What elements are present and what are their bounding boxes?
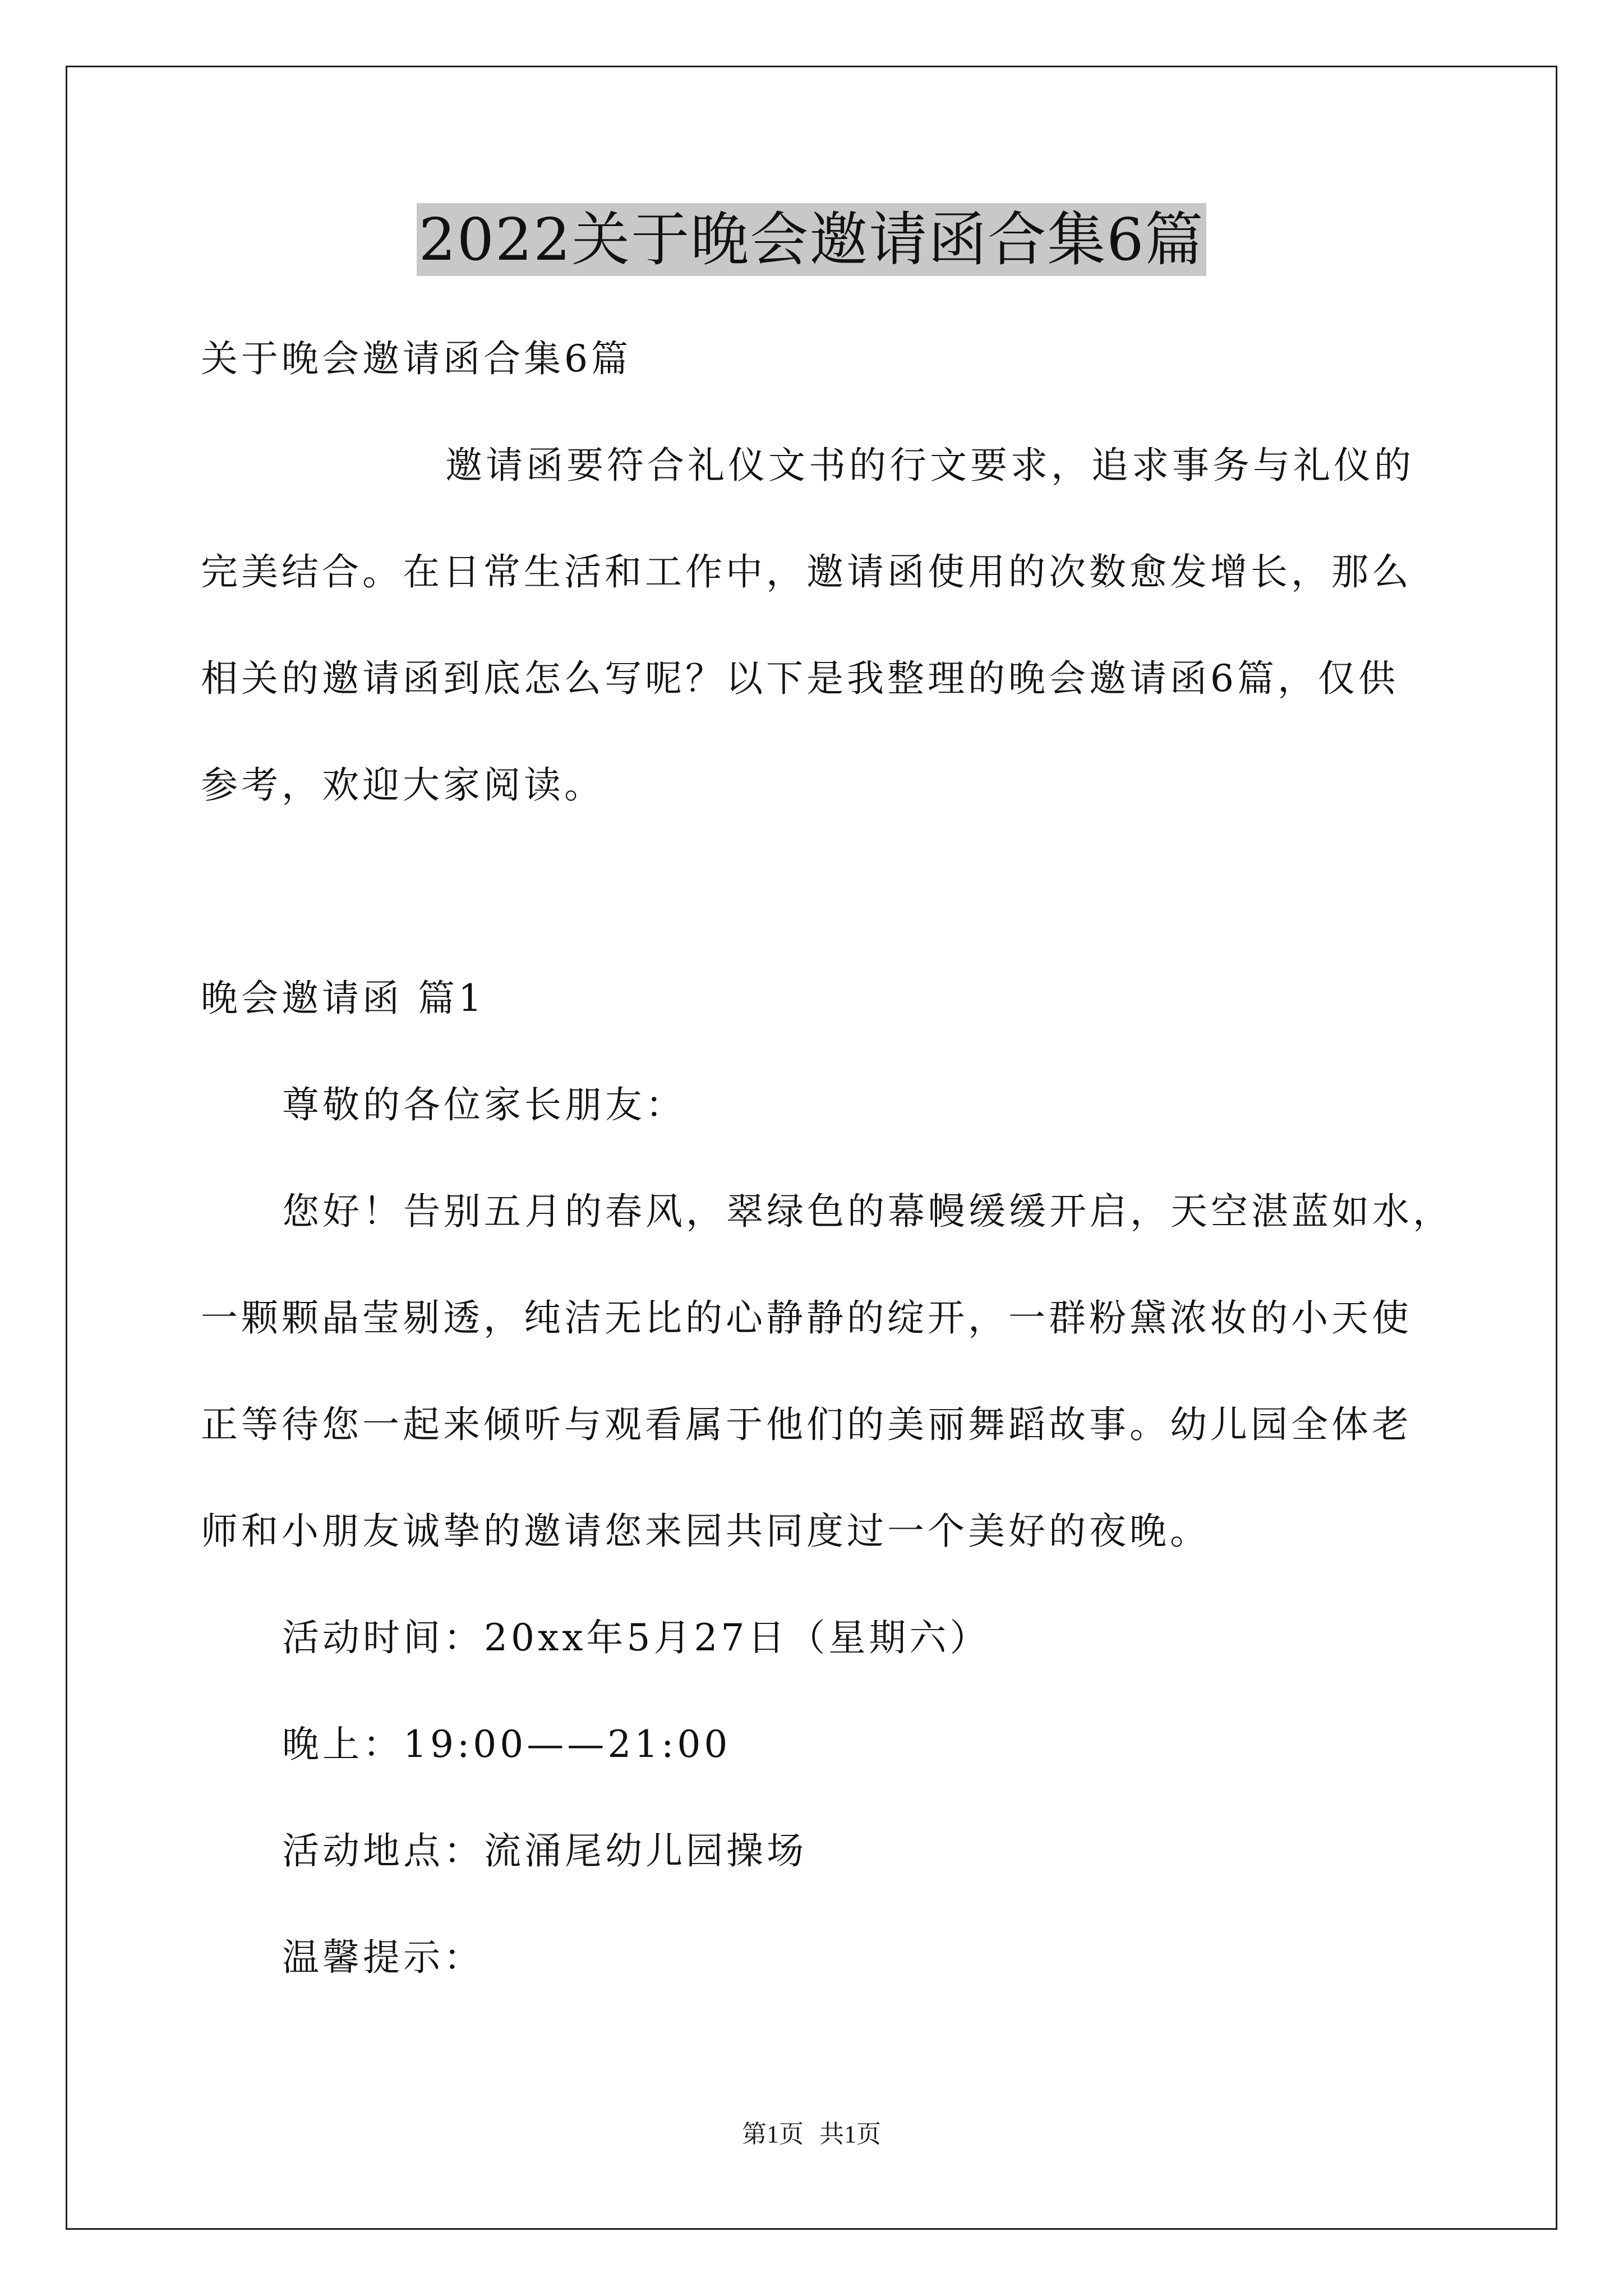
section-heading: 晚会邀请函 篇1 bbox=[201, 977, 485, 1020]
document-title: 2022关于晚会邀请函合集6篇 bbox=[417, 203, 1207, 276]
event-time: 活动时间：20xx年5月27日（星期六） bbox=[282, 1616, 990, 1659]
body-line: 师和小朋友诚挚的邀请您来园共同度过一个美好的夜晚。 bbox=[201, 1510, 1210, 1553]
intro-line: 参考，欢迎大家阅读。 bbox=[201, 763, 605, 807]
page-footer bbox=[0, 2118, 1623, 2151]
subtitle: 关于晚会邀请函合集6篇 bbox=[201, 337, 631, 380]
page-total: 共1页 bbox=[819, 2120, 881, 2148]
salutation: 尊敬的各位家长朋友： bbox=[282, 1083, 686, 1126]
event-location: 活动地点：流涌尾幼儿园操场 bbox=[282, 1829, 807, 1872]
tips-label: 温馨提示： bbox=[282, 1936, 484, 1979]
page-number: 第1页 bbox=[742, 2120, 804, 2148]
title-container bbox=[0, 203, 1623, 276]
intro-line: 邀请函要符合礼仪文书的行文要求，追求事务与礼仪的 bbox=[445, 444, 1414, 487]
body-line: 正等待您一起来倾听与观看属于他们的美丽舞蹈故事。幼儿园全体老 bbox=[201, 1403, 1412, 1446]
evening-time: 晚上：19:00——21:00 bbox=[282, 1723, 731, 1766]
document-body bbox=[201, 306, 1451, 2011]
body-line: 一颗颗晶莹剔透，纯洁无比的心静静的绽开，一群粉黛浓妆的小天使 bbox=[201, 1296, 1412, 1340]
paragraph-gap bbox=[201, 839, 1451, 945]
intro-line: 相关的邀请函到底怎么写呢？以下是我整理的晚会邀请函6篇，仅供 bbox=[201, 657, 1399, 700]
intro-line: 完美结合。在日常生活和工作中，邀请函使用的次数愈发增长，那么 bbox=[201, 550, 1412, 593]
body-line: 您好！告别五月的春风，翠绿色的幕幔缓缓开启，天空湛蓝如水， bbox=[282, 1190, 1453, 1233]
